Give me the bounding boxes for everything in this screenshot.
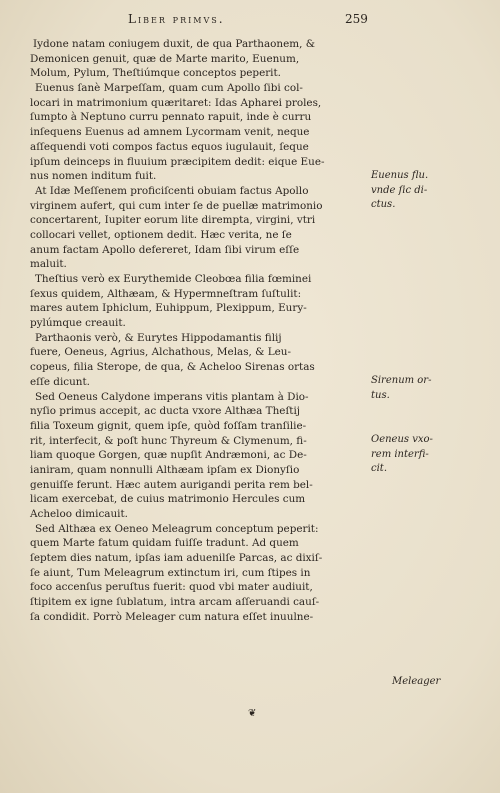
text-line: mares autem Iphiclum, Euhippum, Plexippum, Eury-	[30, 302, 307, 315]
text-line: virginem aufert, qui cum inter ſe de puellæ matrimonio	[30, 199, 323, 212]
text-line: inſequens Euenus ad amnem Lycormam venit, neque	[30, 126, 310, 139]
text-line: Iydone natam coniugem duxit, de qua Parthaonem, &	[33, 38, 315, 50]
text-line: locari in matrimonium quæritaret: Idas Apharei proles,	[30, 96, 322, 109]
text-line: ſa condidit. Porrò Meleager cum natura eſſet inuulne-	[30, 610, 314, 623]
text-line: nus nomen inditum fuit.	[30, 170, 157, 183]
text-line: fuere, Oeneus, Agrius, Alchathous, Melas, & Leu-	[30, 346, 291, 359]
text-line: ianiram, quam nonnulli Althæam ipſam ex Dionyſio	[30, 463, 300, 476]
text-line: Molum, Pylum, Theſtiúmque conceptos peperit.	[30, 67, 281, 80]
margin-note-oeneus	[371, 433, 433, 477]
text-line: collocari vellet, optionem dedit. Hæc verita, ne ſe	[30, 228, 292, 241]
note-line: vnde ſic di-	[371, 184, 428, 196]
note-line: rem interfi-	[371, 448, 429, 460]
text-line: anum factam Apollo defereret, Idam ſibi virum eſſe	[30, 243, 300, 256]
note-line: Sirenum or-	[371, 375, 432, 386]
text-line: liam quoque Gorgen, quæ nupſit Andræmoni, ac De-	[30, 449, 307, 462]
text-line: ſumpto à Neptuno curru pennato rapuit, inde è curru	[30, 111, 312, 124]
text-line: Acheloo dimicauit.	[30, 508, 128, 520]
text-line: ſtipitem ex igne ſublatum, intra arcam aſſeruandi cauſ-	[30, 596, 320, 609]
note-line: ctus.	[371, 199, 396, 210]
text-line: ſeptem dies natum, ipſas iam aduenilſe Parcas, ac dixiſ-	[30, 552, 323, 565]
margin-note-euenus	[371, 169, 428, 213]
note-line: tus.	[371, 389, 390, 401]
main-text-column	[30, 37, 370, 625]
text-line: Parthaonis verò, & Eurytes Hippodamantis filij	[35, 331, 282, 344]
text-line: nyſio primus accepit, ac ducta vxore Althæa Theſtij	[30, 405, 301, 418]
text-line: Theſtius verò ex Eurythemide Cleobœa filia fœminei	[35, 273, 312, 285]
text-line: ſe aiunt, Tum Meleagrum extinctum iri, cum ſtipes in	[30, 566, 311, 579]
text-line: quem Marte fatum quidam fuiſſe tradunt. Ad quem	[30, 537, 299, 550]
margin-note-sirenum	[371, 374, 431, 403]
running-title: Liber primvs.	[128, 12, 225, 26]
text-line: ipſum deinceps in fluuium præcipitem dedit: eique Eue-	[30, 155, 325, 168]
text-line: Sed Oeneus Calydone imperans vitis plantam à Dio-	[35, 390, 309, 403]
text-line: licam exercebat, de cuius matrimonio Hercules cum	[30, 493, 306, 506]
text-line: rit, interfecit, & poſt hunc Thyreum & Clymenum, fi-	[30, 434, 307, 447]
text-line: pylúmque creauit.	[30, 317, 126, 330]
text-line: copeus, filia Sterope, de qua, & Acheloo Sirenas ortas	[30, 361, 315, 374]
text-line: genuiſſe ferunt. Hæc autem aurigandi perita rem bel-	[30, 478, 313, 491]
text-line: concertarent, Iupiter eorum lite dirempta, virgini, vtri	[30, 214, 316, 227]
fleuron-ornament: ❦	[248, 708, 257, 719]
text-line: At Idæ Meſſenem proficiſcenti obuiam factus Apollo	[35, 184, 309, 197]
text-line: foco accenſus peruſtus fuerit: quod vbi mater audiuit,	[30, 581, 313, 594]
note-line: cit.	[371, 463, 387, 474]
text-line: maluit.	[30, 258, 67, 271]
text-line: aſſequendi voti compos factus equos iugulauit, ſeque	[30, 140, 309, 153]
page-number: 259	[345, 12, 368, 26]
note-line: Oeneus vxo-	[371, 434, 433, 445]
text-line: Demonicen genuit, quæ de Marte marito, Euenum,	[30, 52, 300, 65]
text-line: filia Toxeum gignit, quem ipſe, quòd foſſam tranſilie-	[30, 419, 307, 432]
text-line: Euenus ſanè Marpeſſam, quam cum Apollo ſibi col-	[35, 82, 303, 95]
text-line: eſſe dicunt.	[30, 375, 90, 388]
page-header	[0, 10, 500, 30]
text-line: ſexus quidem, Althæam, & Hypermneſtram ſuſtulit:	[30, 287, 302, 300]
text-line: Sed Althæa ex Oeneo Meleagrum conceptum peperit:	[35, 522, 319, 535]
margin-note-meleager: Meleager	[392, 676, 441, 687]
note-line: Euenus flu.	[371, 170, 429, 181]
